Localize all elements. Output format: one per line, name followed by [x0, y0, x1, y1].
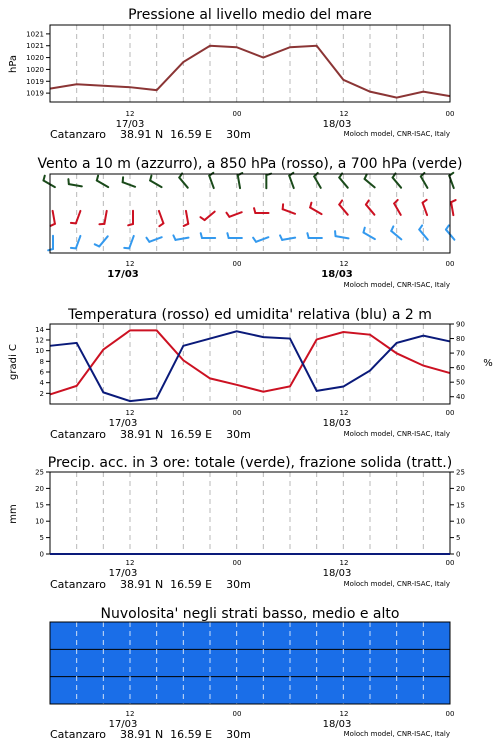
y-tick-label-right: 70: [456, 350, 465, 358]
x-tick-label: 00: [446, 110, 455, 118]
wind-barb-shaft: [451, 202, 453, 215]
pressure-panel: [8, 7, 454, 141]
x-date-label: 17/03: [116, 119, 145, 130]
x-tick-label: 00: [233, 409, 242, 417]
y-tick-label: 10: [35, 347, 44, 355]
cloud-panel: [50, 606, 454, 741]
wind-barb-flag: [150, 176, 151, 181]
wind-barb-flag: [363, 228, 364, 233]
x-tick-label: 12: [340, 559, 349, 567]
y-tick-label-right: 20: [456, 485, 465, 493]
wind-barb-flag: [200, 217, 204, 220]
wind-barb-shaft: [104, 211, 106, 224]
x-tick-label: 12: [340, 409, 349, 417]
model-credit: Moloch model, CNR-ISAC, Italy: [344, 580, 450, 588]
wind-barb-flag: [95, 244, 100, 246]
y-tick-label-right: 0: [456, 551, 460, 559]
temperature-line: [50, 330, 450, 394]
y-tick-label-right: 60: [456, 364, 465, 372]
pressure-title: Pressione al livello medio del mare: [128, 7, 372, 23]
y-tick-label: 2: [40, 390, 44, 398]
wind-barb-flag: [97, 176, 98, 181]
wind-barb-flag: [339, 200, 342, 204]
precip-grid: [77, 472, 424, 554]
cloud-row-medio: [50, 649, 450, 676]
x-date-label: 17/03: [109, 568, 138, 579]
temperature-panel: [8, 307, 493, 441]
wind-barb-flag: [421, 173, 425, 177]
x-date-label: 18/03: [323, 719, 352, 730]
x-tick-label: 12: [126, 710, 135, 718]
precip-panel: [8, 455, 465, 591]
pressure-ylabel: hPa: [8, 55, 19, 73]
humidity-line: [50, 331, 450, 401]
x-tick-label: 12: [126, 559, 135, 567]
y-tick-label-right: 25: [456, 469, 465, 477]
model-credit: Moloch model, CNR-ISAC, Italy: [344, 430, 450, 438]
x-date-label: 17/03: [109, 719, 138, 730]
x-tick-label: 12: [340, 710, 349, 718]
wind-barb-flag: [184, 224, 189, 226]
x-tick-label: 12: [340, 260, 349, 268]
y-tick-label: 20: [35, 485, 44, 493]
y-tick-label: 1021: [26, 42, 44, 50]
wind-barb-flag: [423, 200, 427, 203]
y-tick-label: 12: [35, 337, 44, 345]
wind-barb-shaft: [150, 181, 161, 188]
wind-barb-shaft: [123, 182, 135, 187]
wind-frame: [50, 174, 450, 253]
y-tick-label: 10: [35, 518, 44, 526]
location-label: Catanzaro 38.91 N 16.59 E 30m: [50, 128, 251, 141]
wind-title: Vento a 10 m (azzurro), a 850 hPa (rosso), a 700 hPa (verde): [37, 156, 462, 172]
x-tick-label: 12: [126, 409, 135, 417]
precip-title: Precip. acc. in 3 ore: totale (verde), frazione solida (tratt.): [48, 455, 452, 471]
x-date-label: 18/03: [323, 119, 352, 130]
y-tick-label: 1019: [26, 78, 44, 86]
wind-barb-shaft: [314, 176, 321, 187]
wind-barb-flag: [366, 200, 369, 204]
x-tick-label: 00: [233, 559, 242, 567]
wind-barb-shaft: [159, 211, 164, 223]
pressure-line: [50, 46, 450, 98]
wind-barb-flag: [48, 249, 53, 250]
wind-barb-flag: [253, 238, 256, 242]
wind-barb-shaft: [282, 238, 295, 240]
wind-barb-shaft: [186, 211, 188, 224]
wind-barb-flag: [314, 173, 318, 177]
x-date-label: 18/03: [323, 568, 352, 579]
y-tick-label: 6: [40, 369, 45, 377]
humidity-yticks: [450, 321, 465, 402]
pressure-frame: [50, 25, 450, 102]
y-tick-label: 1020: [26, 66, 44, 74]
wind-barb-shaft: [394, 203, 401, 214]
cloud-title: Nuvolosita' negli strati basso, medio e alto: [101, 606, 400, 622]
pressure-xaxis: [116, 110, 455, 130]
x-tick-label: 00: [446, 409, 455, 417]
precip-xaxis: [109, 559, 455, 579]
y-tick-label-right: 5: [456, 534, 460, 542]
y-tick-label: 14: [35, 326, 44, 334]
wind-barb-flag: [226, 213, 229, 217]
y-tick-label-right: 15: [456, 501, 465, 509]
x-date-label: 17/03: [107, 269, 139, 280]
precip-yticks: [35, 469, 465, 559]
wind-barb-shaft: [53, 211, 55, 224]
y-tick-label-right: 10: [456, 518, 465, 526]
wind-barb-shaft: [310, 208, 321, 215]
wind-barb-shaft: [256, 237, 268, 242]
wind-barb-flag: [227, 233, 228, 238]
y-tick-label: 25: [35, 469, 44, 477]
wind-barb-shaft: [363, 233, 374, 240]
y-tick-label-right: 90: [456, 321, 465, 329]
wind-barb-shaft: [238, 175, 240, 188]
temperature-xaxis: [109, 409, 455, 429]
y-tick-label-right: 40: [456, 393, 465, 401]
wind-barb-shaft: [336, 236, 349, 238]
y-tick-label: 5: [40, 534, 44, 542]
wind-barb-shaft: [176, 238, 189, 240]
wind-barb-shaft: [421, 176, 428, 187]
wind-barb-flag: [43, 176, 44, 181]
location-label: Catanzaro 38.91 N 16.59 E 30m: [50, 428, 251, 441]
x-tick-label: 00: [233, 710, 242, 718]
y-tick-label: 1019: [26, 90, 44, 98]
pressure-grid: [77, 25, 424, 102]
wind-barb-shaft: [43, 181, 54, 188]
model-credit: Moloch model, CNR-ISAC, Italy: [344, 281, 450, 289]
model-credit: Moloch model, CNR-ISAC, Italy: [344, 730, 450, 738]
x-tick-label: 12: [340, 110, 349, 118]
wind-barb-flag: [310, 203, 311, 208]
y-tick-label: 1021: [26, 30, 44, 38]
wind-barb-shaft: [149, 237, 161, 242]
humidity-ylabel: %: [483, 358, 493, 369]
wind-barb-flag: [446, 225, 449, 229]
wind-barb-flag: [280, 235, 282, 240]
cloud-rows: [50, 622, 450, 704]
precip-ylabel: mm: [8, 504, 19, 523]
y-tick-label-right: 80: [456, 335, 465, 343]
wind-barb-flag: [201, 233, 202, 238]
y-tick-label-right: 50: [456, 379, 465, 387]
x-tick-label: 00: [446, 710, 455, 718]
y-tick-label: 15: [35, 501, 44, 509]
x-tick-label: 00: [446, 559, 455, 567]
precip-frame: [50, 472, 450, 554]
wind-barb-flag: [254, 208, 255, 213]
cloud-row-basso: [50, 677, 450, 704]
cloud-row-alto: [50, 622, 450, 649]
wind-barb-shaft: [69, 184, 82, 186]
model-credit: Moloch model, CNR-ISAC, Italy: [344, 130, 450, 138]
wind-barb-flag: [146, 238, 149, 242]
wind-barb-flag: [391, 226, 393, 231]
wind-barbs: [43, 173, 455, 250]
cloud-xaxis: [109, 710, 455, 730]
x-tick-label: 12: [126, 260, 135, 268]
wind-barb-shaft: [97, 181, 108, 188]
wind-barb-flag: [394, 200, 398, 204]
temperature-title: Temperatura (rosso) ed umidita' relativa (blu) a 2 m: [67, 307, 432, 323]
wind-barb-shaft: [229, 212, 241, 217]
pressure-yticks: [26, 30, 50, 97]
x-date-label: 18/03: [323, 418, 352, 429]
wind-barb-flag: [159, 223, 163, 226]
y-tick-label: 0: [40, 551, 44, 559]
wind-barb-flag: [128, 224, 133, 225]
wind-barb-flag: [451, 200, 456, 202]
wind-barb-flag: [365, 174, 367, 179]
y-tick-label: 1020: [26, 54, 44, 62]
temperature-ylabel: gradi C: [8, 344, 19, 380]
temperature-frame: [50, 324, 450, 404]
wind-barb-flag: [307, 233, 308, 238]
wind-xaxis: [107, 260, 454, 280]
wind-barb-flag: [50, 224, 55, 226]
wind-barb-flag: [173, 235, 175, 240]
temperature-yticks: [35, 326, 50, 398]
x-tick-label: 00: [233, 110, 242, 118]
x-tick-label: 00: [233, 260, 242, 268]
y-tick-label: 4: [40, 379, 45, 387]
wind-panel: [37, 156, 462, 289]
location-label: Catanzaro 38.91 N 16.59 E 30m: [50, 578, 251, 591]
wind-barb-flag: [419, 225, 422, 229]
x-date-label: 17/03: [109, 418, 138, 429]
x-tick-label: 12: [126, 110, 135, 118]
x-tick-label: 00: [446, 260, 455, 268]
x-date-label: 18/03: [321, 269, 353, 280]
y-tick-label: 8: [40, 358, 44, 366]
wind-barb-shaft: [283, 209, 295, 214]
location-label: Catanzaro 38.91 N 16.59 E 30m: [50, 728, 251, 741]
